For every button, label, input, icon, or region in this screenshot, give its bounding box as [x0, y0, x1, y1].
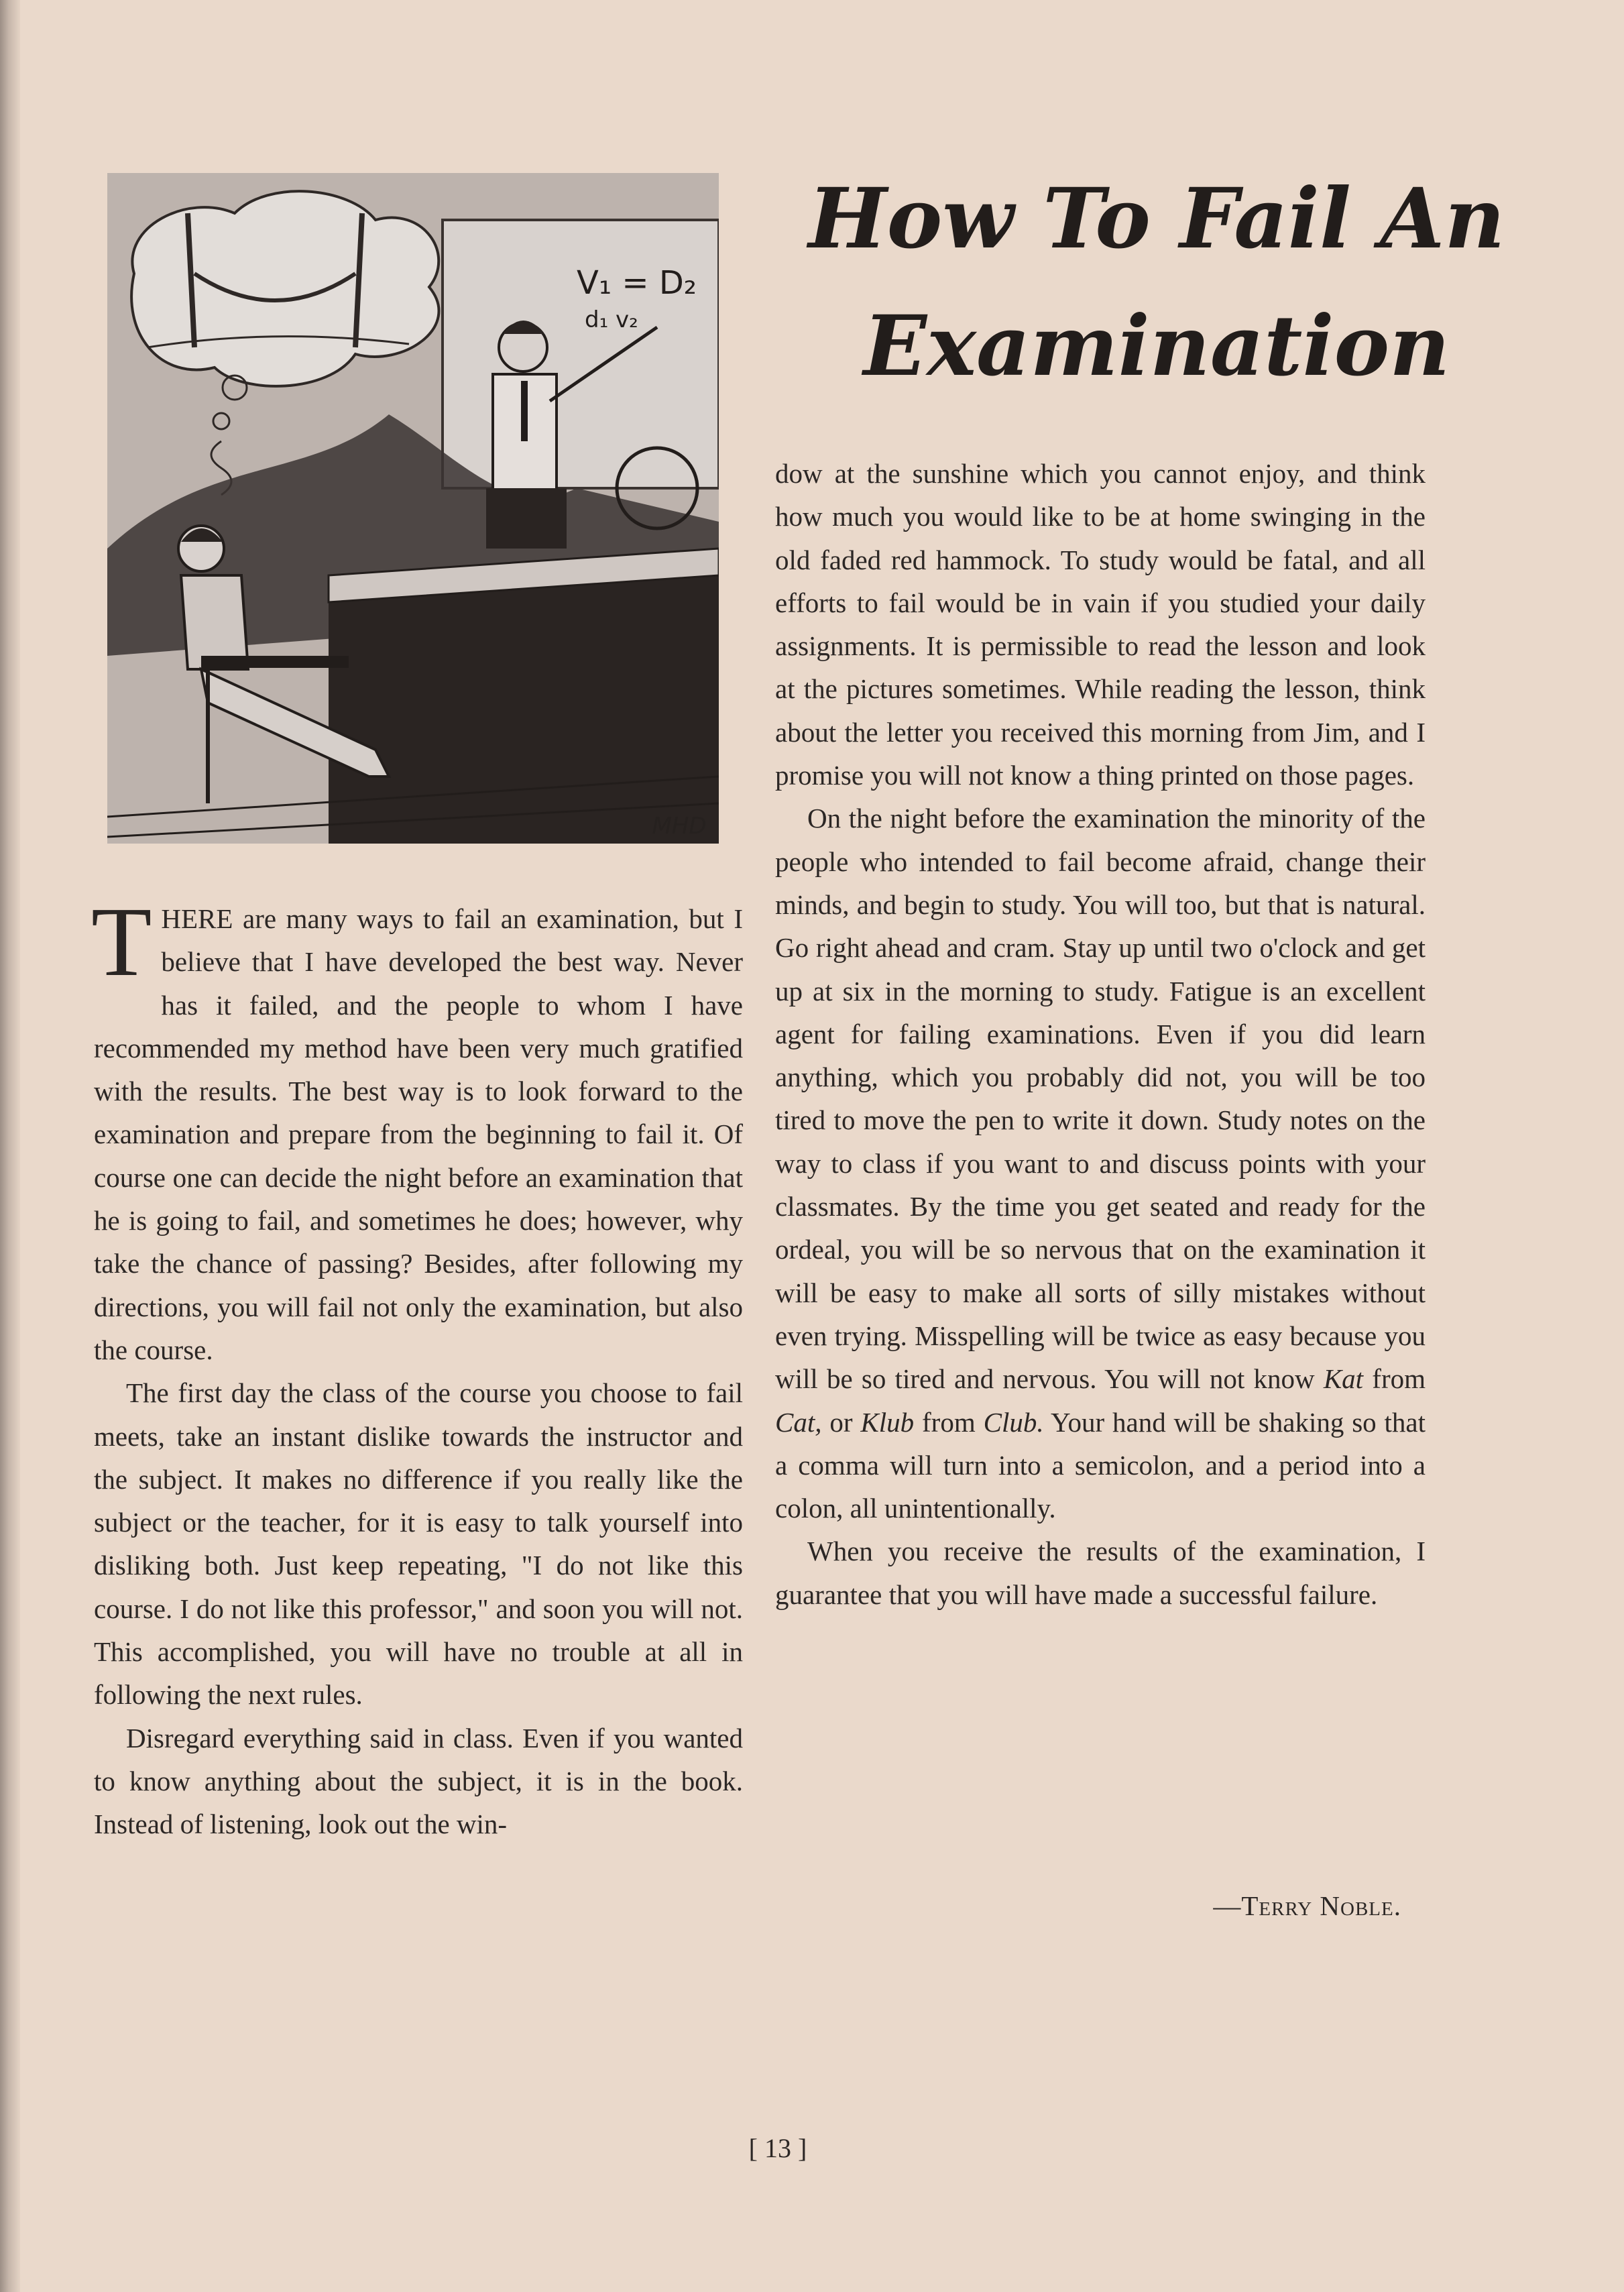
- paragraph-5-text-e: Your hand will be shaking so that a comma will turn into a semicolon, and a period into a colon, all unintentionally.: [775, 1406, 1426, 1524]
- artist-signature: MHD: [652, 813, 707, 840]
- student-desk: [201, 656, 349, 668]
- paragraph-5-text-c: or: [821, 1406, 861, 1438]
- formula-top: V₁ = D₂: [577, 264, 697, 302]
- student-body: [181, 575, 248, 669]
- byline-dash: —: [1213, 1890, 1242, 1921]
- word-kat: Kat: [1323, 1363, 1364, 1395]
- paragraph-5-text-b: from: [1363, 1363, 1426, 1395]
- paragraph-1: [91, 887, 743, 1371]
- page-number: [ 13 ]: [748, 2133, 807, 2163]
- article-title: [771, 156, 1542, 410]
- paragraph-2: The first day the class of the course you choose to fail meets, take an instant dislike towards the instructor and the subject. It makes no difference if you really like the subject or the teacher, for it is easy to talk yourself into disliking both. Just keep repeating, "I do not like this course. I do not like this professor," and soon you will not. This accomplished, you will have no trouble at all in following the next rules.: [94, 1377, 743, 1711]
- paragraph-5-text-d: from: [914, 1406, 984, 1438]
- paragraph-6: When you receive the results of the examination, I guarantee that you will have made a successful failure.: [775, 1536, 1426, 1610]
- right-column: [775, 452, 1426, 1616]
- lead-word: HERE: [161, 903, 233, 934]
- classroom-drawing: [107, 173, 719, 844]
- byline-name: Terry Noble.: [1241, 1890, 1401, 1921]
- paragraph-3: Disregard everything said in class. Even if you wanted to know anything about the subject, it is in the book. Instead of listening, look out the win-: [94, 1722, 743, 1840]
- title-line-1: How To Fail An: [808, 170, 1505, 268]
- book-spine-shadow: [0, 0, 20, 2292]
- paragraph-1-text: are many ways to fail an examination, but I believe that I have developed the best way. Never has it failed, and the people to whom I have recommended my method have been very much gratified with the results. The best way is to look forward to the examination and prepare from the beginning to fail it. Of course one can decide the night before an examination that he is going to fail, and sometimes he does; however, why take the chance of passing? Besides, after following my directions, you will fail not only the examination, but also the course.: [94, 903, 743, 1365]
- word-club: Club.: [983, 1406, 1044, 1438]
- byline: [1006, 1890, 1401, 1922]
- blackboard: [443, 220, 719, 488]
- paragraph-5-text-a: On the night before the examination the minority of the people who intended to fail become afraid, change their minds, and begin to study. You will too, but that is natural. Go right ahead and cram. Stay up until two o'clock and get up at six in the morning to study. Fatigue is an excellent agent for failing examinations. Even if you did learn anything, which you probably did not, you will be too tired to move the pen to write it down. Study notes on the way to class if you want to and discuss points with your classmates. By the time you get seated and ready for the ordeal, you will be so nervous that on the examination it will be easy to make all sorts of silly mistakes without even trying. Misspelling will be twice as easy because you will be so tired and nervous. You will not know: [775, 803, 1426, 1395]
- illustration: [107, 173, 719, 844]
- paragraph-5: [775, 797, 1426, 1530]
- paragraph-4: dow at the sunshine which you cannot enjoy, and think how much you would like to be at home swinging in the old faded red hammock. To study would be fatal, and all efforts to fail would be in vain if you studied your daily assignments. It is permissible to read the lesson and look at the pictures sometimes. While reading the lesson, think about the letter you received this morning from Jim, and I promise you will not know a thing printed on those pages.: [775, 458, 1426, 791]
- formula-bottom: d₁ v₂: [585, 306, 638, 333]
- title-line-2: Examination: [863, 298, 1450, 395]
- teacher-legs: [486, 488, 567, 549]
- word-cat: Cat,: [775, 1406, 822, 1438]
- left-column: [91, 887, 743, 1846]
- word-klub: Klub: [860, 1406, 915, 1438]
- drop-cap: T: [91, 887, 152, 997]
